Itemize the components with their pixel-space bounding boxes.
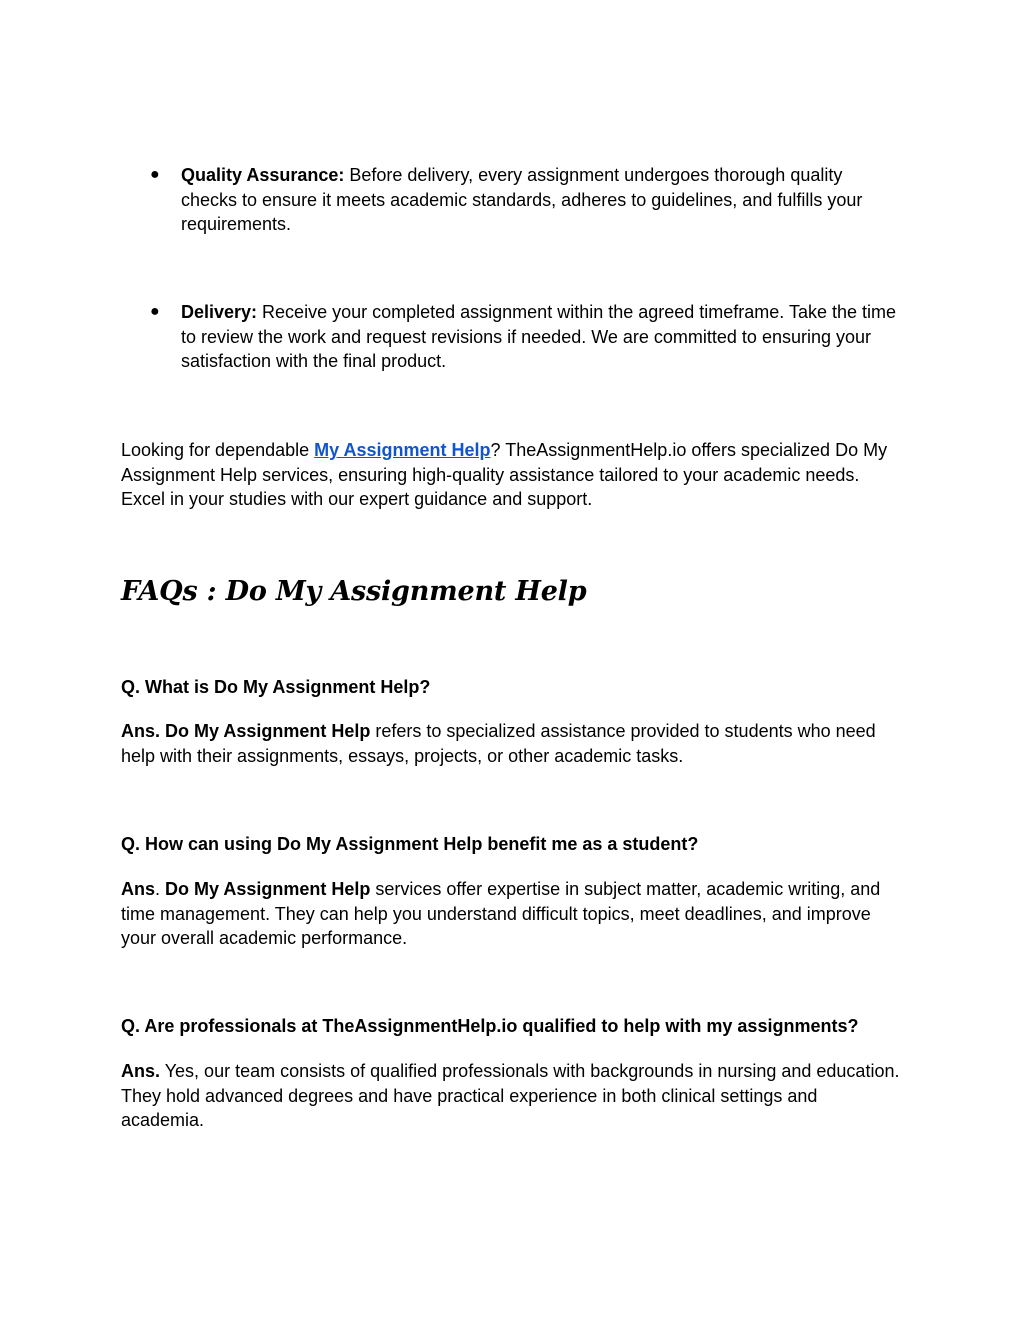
bullet-text: [181, 163, 901, 237]
bullet-label: Delivery:: [181, 302, 258, 322]
bullet-dot: ●: [150, 166, 160, 183]
answer-prefix: Ans: [121, 879, 156, 899]
bullet-body: Before delivery, every assignment undergoes thorough quality checks to ensure it meets academic standards, adheres to guidelines, and fulfills your requirements.: [181, 165, 863, 234]
bullet-text: [181, 300, 901, 374]
answer-body: refers to specialized assistance provided to students who need help with their assignments, essays, projects, or other academic tasks.: [121, 721, 876, 766]
intro-before-link: Looking for dependable: [121, 440, 315, 460]
my-assignment-help-link[interactable]: My Assignment Help: [314, 440, 491, 460]
answer-bold-term: Do My Assignment Help: [165, 879, 371, 899]
answer-separator: .: [155, 879, 166, 899]
faq-answer: [121, 877, 901, 951]
faq-heading: FAQs : Do My Assignment Help: [121, 576, 587, 607]
faq-answer: [121, 719, 901, 768]
answer-prefix: Ans. Do My Assignment Help: [121, 721, 371, 741]
answer-prefix: Ans.: [121, 1061, 161, 1081]
bullet-body: Receive your completed assignment within the agreed timeframe. Take the time to review the work and request revisions if needed. We are committed to ensuring your satisfaction with the final product.: [181, 302, 897, 371]
faq-question: Q. How can using Do My Assignment Help benefit me as a student?: [121, 834, 699, 854]
answer-body: Yes, our team consists of qualified professionals with backgrounds in nursing and education. They hold advanced degrees and have practical experience in both clinical settings and academia.: [121, 1061, 900, 1130]
answer-body: services offer expertise in subject matter, academic writing, and time management. They can help you understand difficult topics, meet deadlines, and improve your overall academic performance.: [121, 879, 881, 948]
intro-paragraph: [121, 438, 901, 512]
faq-question: Q. What is Do My Assignment Help?: [121, 677, 431, 697]
faq-answer: [121, 1059, 901, 1133]
bullet-label: Quality Assurance:: [181, 165, 345, 185]
faq-question: Q. Are professionals at TheAssignmentHelp.io qualified to help with my assignments?: [121, 1016, 859, 1036]
bullet-dot: ●: [150, 303, 160, 320]
intro-after-link: ? TheAssignmentHelp.io offers specialized Do My Assignment Help services, ensuring high-quality assistance tailored to your academic needs. Excel in your studies with our expert guidance and support.: [121, 440, 888, 509]
